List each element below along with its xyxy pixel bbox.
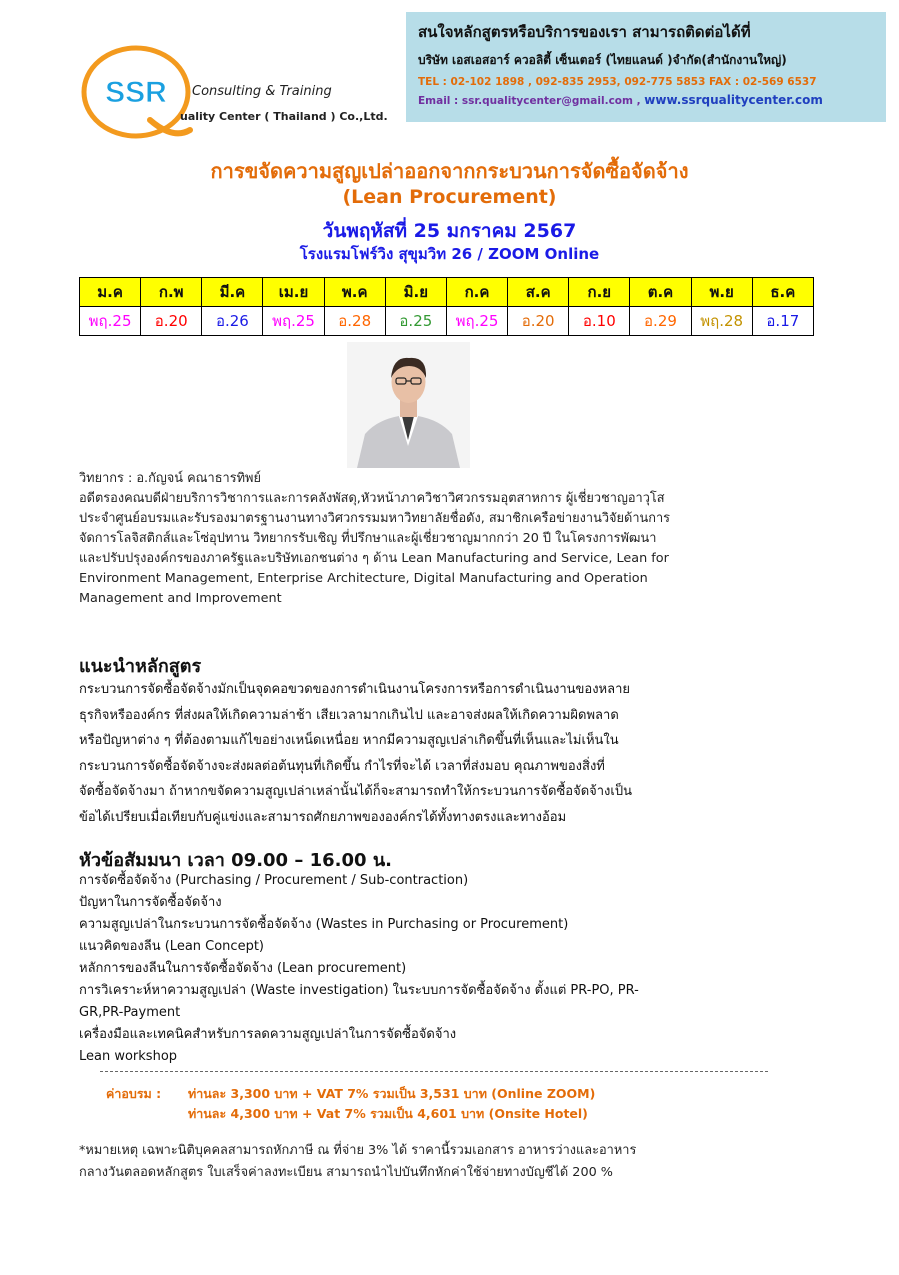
contact-company: บริษัท เอสเอสอาร์ ควอลิตี้ เซ็นเตอร์ (ไทยแลนด์ )จำกัด(สำนักงานใหญ่) <box>418 53 787 67</box>
topic-item: การจัดซื้อจัดจ้าง (Purchasing / Procurement / Sub-contraction) <box>79 873 469 888</box>
topic-item: หลักการของลีนในการจัดซื้อจัดจ้าง (Lean procurement) <box>79 961 407 976</box>
contact-email[interactable]: Email : ssr.qualitycenter@gmail.com , <box>418 95 645 107</box>
intro-line: หรือปัญหาต่าง ๆ ที่ต้องตามแก้ไขอย่างเหน็ดเหนื่อย หากมีความสูญเปล่าเกิดขึ้นที่เห็นและไม่เห็นใน <box>79 733 619 748</box>
fee-label: ค่าอบรม : <box>106 1086 162 1101</box>
schedule-month-row <box>80 278 814 307</box>
contact-box <box>406 12 886 122</box>
course-title-english: (Lean Procurement) <box>342 186 557 208</box>
trainer-bio-line: และปรับปรุงองค์กรของภาครัฐและบริษัทเอกชนต่าง ๆ ด้าน Lean Manufacturing and Service, Lean for <box>79 551 669 566</box>
schedule-month-cell: ก.ค <box>446 278 507 307</box>
trainer-bio-line: Environment Management, Enterprise Architecture, Digital Manufacturing and Operation <box>79 571 648 586</box>
contact-heading: สนใจหลักสูตรหรือบริการของเรา สามารถติดต่อได้ที่ <box>418 23 751 41</box>
schedule-date-cell: พฤ.25 <box>263 307 324 336</box>
schedule-date-cell: อ.26 <box>202 307 263 336</box>
intro-line: จัดซื้อจัดจ้างมา ถ้าหากขจัดความสูญเปล่าเหล่านั้นได้ก็จะสามารถทำให้กระบวนการจัดซื้อจัดจ้างเป็น <box>79 784 632 799</box>
logo-brand: SSR <box>105 76 167 109</box>
schedule-month-cell: ส.ค <box>508 278 569 307</box>
trainer-bio-line: Management and Improvement <box>79 591 282 606</box>
intro-paragraph <box>79 677 819 830</box>
topic-item: แนวคิดของลีน (Lean Concept) <box>79 939 264 954</box>
intro-line: กระบวนการจัดซื้อจัดจ้างมักเป็นจุดคอขวดของการดำเนินงานโครงการหรือการดำเนินงานของหลาย <box>79 682 631 697</box>
schedule-date-row <box>80 307 814 336</box>
fee-onsite-row <box>106 1104 595 1124</box>
schedule-month-cell: ม.ค <box>80 278 141 307</box>
schedule-date-cell: อ.25 <box>385 307 446 336</box>
schedule-table <box>79 277 814 336</box>
schedule-month-cell: มิ.ย <box>385 278 446 307</box>
schedule-month-cell: ต.ค <box>630 278 691 307</box>
logo-emblem-icon <box>78 42 198 142</box>
schedule-month-cell: พ.ย <box>691 278 752 307</box>
logo-company-name: uality Center ( Thailand ) Co.,Ltd. <box>180 110 388 123</box>
fee-online: ท่านละ 3,300 บาท + VAT 7% รวมเป็น 3,531 บาท (Online ZOOM) <box>188 1086 596 1101</box>
schedule-date-cell: อ.20 <box>141 307 202 336</box>
course-date: วันพฤหัสที่ 25 มกราคม 2567 <box>322 220 577 242</box>
topic-item: GR,PR-Payment <box>79 1005 181 1020</box>
divider-line <box>100 1071 768 1072</box>
schedule-month-cell: ก.ย <box>569 278 630 307</box>
schedule-date-cell: พฤ.28 <box>691 307 752 336</box>
schedule-month-cell: ก.พ <box>141 278 202 307</box>
schedule-date-cell: อ.10 <box>569 307 630 336</box>
schedule-date-cell: อ.17 <box>752 307 813 336</box>
logo-tagline: Consulting & Training <box>192 84 332 99</box>
fee-online-row <box>106 1084 595 1104</box>
topic-item: ปัญหาในการจัดซื้อจัดจ้าง <box>79 895 222 910</box>
note-line: *หมายเหตุ เฉพาะนิติบุคคลสามารถหักภาษี ณ ที่จ่าย 3% ได้ ราคานี้รวมเอกสาร อาหารว่างและอาหาร <box>79 1143 637 1158</box>
course-title-thai: การขจัดความสูญเปล่าออกจากกระบวนการจัดซื้อจัดจ้าง <box>210 159 689 183</box>
contact-phone: TEL : 02-102 1898 , 092-835 2953, 092-775 5853 FAX : 02-569 6537 <box>418 76 817 88</box>
intro-line: กระบวนการจัดซื้อจัดจ้างจะส่งผลต่อต้นทุนที่เกิดขึ้น กำไรที่จะได้ เวลาที่ส่งมอบ คุณภาพของสิ่งที่ <box>79 758 605 774</box>
company-logo <box>78 42 408 142</box>
trainer-photo <box>347 342 470 468</box>
schedule-month-cell: พ.ค <box>324 278 385 307</box>
trainer-bio-line: วิทยากร : อ.กัญจน์ คณาธารทิพย์ <box>79 471 261 486</box>
trainer-bio-line: ประจำศูนย์อบรมและรับรองมาตรฐานงานทางวิศวกรรมมหาวิทยาลัยชื่อดัง, สมาชิกเครือข่ายงานวิจัยด้านการ <box>79 511 671 526</box>
fees-block <box>106 1084 595 1124</box>
schedule-date-cell: อ.28 <box>324 307 385 336</box>
topics-heading: หัวข้อสัมมนา เวลา 09.00 – 16.00 น. <box>79 850 392 871</box>
course-venue: โรงแรมโฟร์วิง สุขุมวิท 26 / ZOOM Online <box>299 245 600 263</box>
schedule-month-cell: ธ.ค <box>752 278 813 307</box>
schedule-date-cell: พฤ.25 <box>446 307 507 336</box>
contact-website-link[interactable]: www.ssrqualitycenter.com <box>644 93 823 107</box>
trainer-bio-line: อดีตรองคณบดีฝ่ายบริการวิชาการและการคลังพัสดุ,หัวหน้าภาควิชาวิศวกรรมอุตสาหการ ผู้เชี่ยวชาญอาวุโส <box>79 491 665 506</box>
topic-item: การวิเคราะห์หาความสูญเปล่า (Waste investigation) ในระบบการจัดซื้อจัดจ้าง ตั้งแต่ PR-PO, PR- <box>79 983 639 998</box>
topics-list <box>79 870 819 1068</box>
contact-email-line <box>418 93 886 107</box>
schedule-date-cell: อ.29 <box>630 307 691 336</box>
topic-item: Lean workshop <box>79 1049 178 1064</box>
fee-onsite: ท่านละ 4,300 บาท + Vat 7% รวมเป็น 4,601 บาท (Onsite Hotel) <box>188 1106 588 1121</box>
schedule-month-cell: เม.ย <box>263 278 324 307</box>
schedule-date-cell: พฤ.25 <box>80 307 141 336</box>
trainer-bio <box>79 469 819 609</box>
topic-item: เครื่องมือและเทคนิคสำหรับการลดความสูญเปล่าในการจัดซื้อจัดจ้าง <box>79 1027 457 1042</box>
schedule-date-cell: อ.20 <box>508 307 569 336</box>
note-block <box>79 1140 819 1184</box>
schedule-month-cell: มี.ค <box>202 278 263 307</box>
intro-heading: แนะนำหลักสูตร <box>79 656 202 677</box>
trainer-bio-line: จัดการโลจิสติกส์และโซ่อุปทาน วิทยากรรับเชิญ ที่ปรึกษาและผู้เชี่ยวชาญมากกว่า 20 ปี ในโครงการพัฒนา <box>79 531 657 546</box>
topic-item: ความสูญเปล่าในกระบวนการจัดซื้อจัดจ้าง (Wastes in Purchasing or Procurement) <box>79 917 569 932</box>
note-line: กลางวันตลอดหลักสูตร ใบเสร็จค่าลงทะเบียน สามารถนำไปบันทึกหักค่าใช้จ่ายทางบัญชีได้ 200 % <box>79 1165 613 1180</box>
intro-line: ข้อได้เปรียบเมื่อเทียบกับคู่แข่งและสามารถศักยภาพขององค์กรได้ทั้งทางตรงและทางอ้อม <box>79 809 567 825</box>
intro-line: ธุรกิจหรือองค์กร ที่ส่งผลให้เกิดความล่าช้า เสียเวลามากเกินไป และอาจส่งผลให้เกิดความผิดพลาด <box>79 707 619 723</box>
